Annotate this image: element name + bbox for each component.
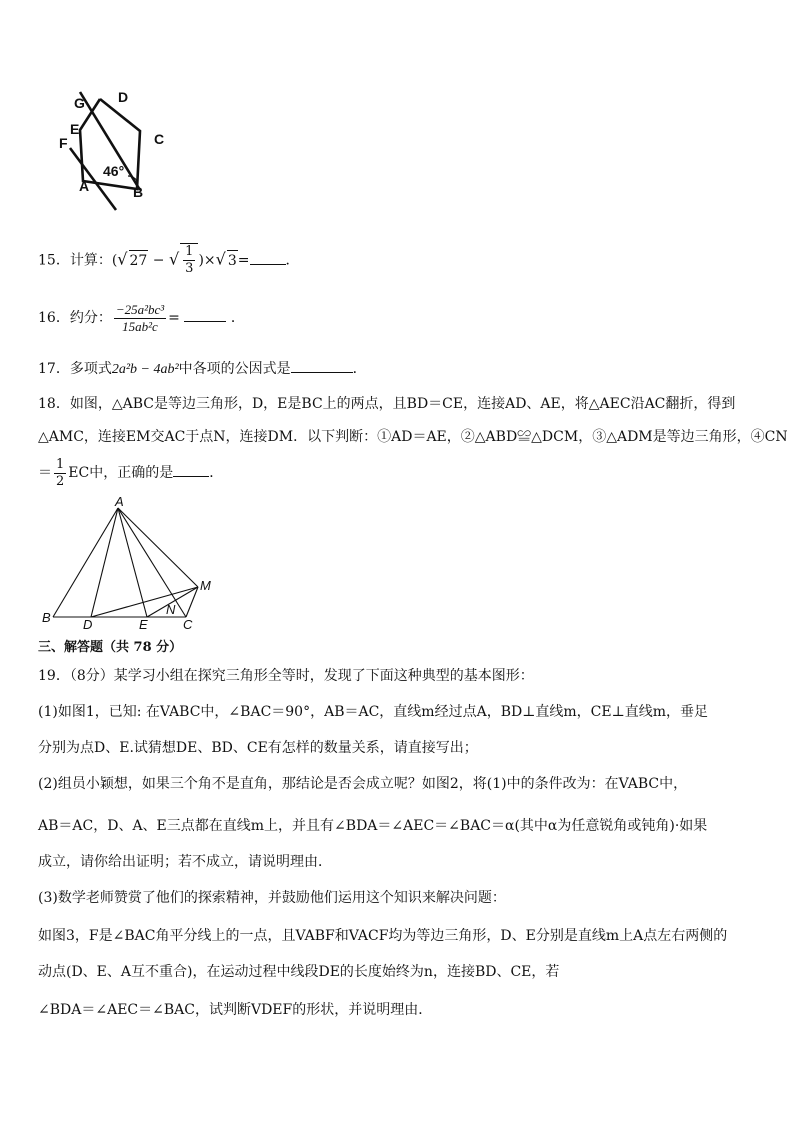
q18-equals: ＝ [38, 465, 52, 481]
q18-fraction-num: 1 [56, 456, 65, 472]
q16-denominator: 15ab²c [122, 318, 158, 334]
q19-part1-line2: 分别为点D、E.试猜想DE、BD、CE有怎样的数量关系，请直接写出； [38, 740, 478, 756]
question-18-line-2: △AMC，连接EM交AC于点N，连接DM．以下判断：①AD＝AE，②△ABD≌△DCM，③△ADM是等边三角形，④CN [38, 429, 788, 445]
q18-fraction-den: 2 [56, 473, 65, 489]
q19-part3-line2: 如图3，F是∠BAC角平分线上的一点，且VABF和VACF均为等边三角形，D、E分别是直线m上A点左右两侧的 [38, 928, 728, 944]
q16-equals: = [168, 310, 180, 326]
q15-fraction-den: 3 [185, 261, 194, 276]
question-16 [38, 300, 245, 336]
q15-radicand-2: 3 [227, 250, 238, 271]
label-C: C [183, 617, 193, 632]
q15-radicand-1: 27 [129, 250, 149, 271]
q15-rparen: ) [198, 252, 204, 269]
answer-blank[interactable] [250, 250, 286, 265]
label-B: B [42, 610, 51, 625]
q16-end: ． [230, 310, 245, 326]
sqrt-sign: √ [117, 249, 128, 269]
question-18-line-1: 18．如图，△ABC是等边三角形，D，E是BC上的两点，且BD＝CE，连接AD、AE，将△AEC沿AC翻折，得到 [38, 396, 736, 412]
side-AB [53, 508, 118, 617]
q19-part2-line1: (2)组员小颖想，如果三个角不是直角，那结论是否会成立呢？如图2，将(1)中的条件改为：在VABC中， [38, 776, 688, 792]
line-F [70, 148, 116, 210]
triangle-figure [38, 494, 228, 634]
label-C: C [154, 131, 165, 147]
sqrt-sign: √ [168, 249, 180, 269]
segment-AE [118, 508, 147, 617]
angle-label: 46° [103, 163, 125, 179]
q19-part3-line1: (3)数学老师赞赏了他们的探索精神，并鼓励他们运用这个知识来解决问题： [38, 890, 506, 906]
question-18-line-3 [38, 455, 223, 491]
q19-part3-line3: 动点(D、E、A互不重合)，在运动过程中线段DE的长度始终为n，连接BD、CE，若 [38, 964, 560, 980]
segment-DM [91, 587, 198, 617]
q19-part2-line3: 成立，请你给出证明；若不成立，请说明理由． [38, 854, 332, 870]
q17-pre: 多项式 [69, 361, 112, 377]
q17-number: 17． [38, 361, 70, 377]
q18-text: EC中，正确的是 [68, 465, 174, 481]
answer-blank[interactable] [291, 358, 353, 373]
q15-number: 15．计算： [38, 252, 112, 269]
pentagon-figure [56, 86, 166, 216]
label-A: A [115, 494, 124, 509]
label-A: A [79, 178, 90, 194]
label-D: D [83, 617, 93, 632]
q19-part1-line1: (1)如图1，已知: 在VABC中，∠BAC＝90°，AB＝AC，直线m经过点A，BD⊥直线m，CE⊥直线m，垂足 [38, 704, 709, 720]
q15-fraction-num: 1 [185, 244, 194, 259]
q16-numerator: −25a²bc³ [115, 301, 165, 317]
q16-number: 16．约分： [38, 310, 112, 326]
q17-end: ． [352, 361, 367, 377]
q19-part2-line2: AB＝AC，D、A、E三点都在直线m上，并且有∠BDA＝∠AEC＝∠BAC＝α(其中α为任意锐角或钝角)·如果 [38, 818, 708, 834]
segment-AD [91, 508, 118, 617]
q18-end: ． [209, 465, 224, 481]
label-G: G [74, 95, 85, 111]
segment-MC [186, 587, 198, 617]
q15-times: × [203, 252, 216, 269]
q17-expression: 2a²b − 4ab² [111, 362, 179, 377]
question-17 [38, 358, 367, 380]
answer-blank[interactable] [184, 307, 226, 322]
answer-blank[interactable] [173, 462, 209, 477]
q18-fraction [54, 457, 66, 490]
question-15 [38, 243, 300, 277]
segment-AM [118, 508, 198, 587]
q15-fraction [183, 244, 195, 277]
q16-fraction [114, 302, 166, 335]
label-N: N [166, 602, 176, 617]
q15-lparen: ( [111, 252, 118, 269]
q19-part3-line4: ∠BDA＝∠AEC＝∠BAC，试判断VDEF的形状，并说明理由． [38, 1002, 433, 1018]
q15-equals: = [237, 252, 250, 269]
q17-post: 中各项的公因式是 [178, 361, 291, 377]
q19-heading: 19．（8分）某学习小组在探究三角形全等时，发现了下面这种典型的基本图形： [38, 668, 534, 684]
label-B: B [133, 184, 144, 200]
sqrt-sign: √ [215, 249, 226, 269]
label-E: E [139, 617, 148, 632]
q15-end: ． [285, 252, 300, 269]
q15-minus: − [152, 252, 165, 269]
label-D: D [118, 89, 129, 105]
label-F: F [59, 135, 68, 151]
label-E: E [70, 121, 80, 137]
section-heading: 三、解答题（共 78 分） [38, 640, 183, 655]
label-M: M [200, 578, 211, 593]
